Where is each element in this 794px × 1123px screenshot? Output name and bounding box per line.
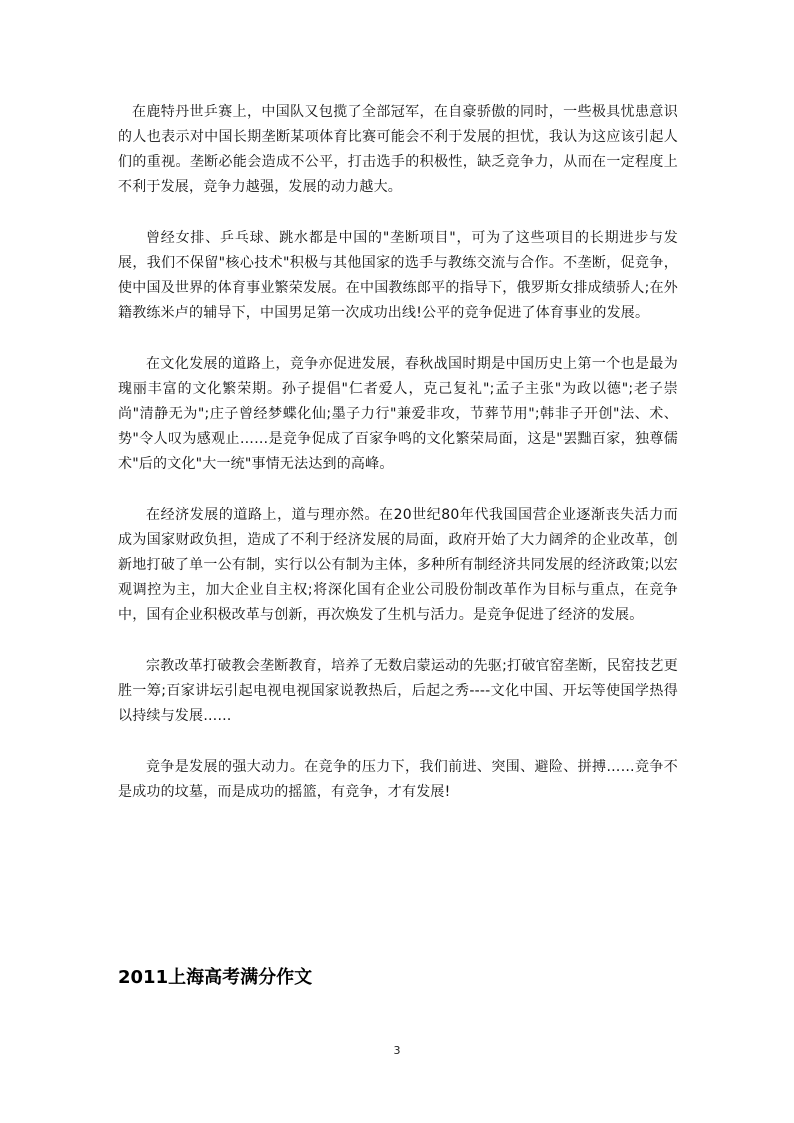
paragraph-conclusion: 竞争是发展的强大动力。在竞争的压力下，我们前进、突围、避险、拼搏……竞争不是成功的坟墓，而是成功的摇篮，有竞争，才有发展! — [118, 759, 678, 800]
paragraph-table-tennis: 在鹿特丹世乒赛上，中国队又包揽了全部冠军，在自豪骄傲的同时，一些极具忧患意识的人也表示对中国长期垄断某项体育比赛可能会不利于发展的担忧，我认为这应该引起人们的重视。垄断必能会造成不公平，打击选手的积极性，缺乏竞争力，从而在一定程度上不利于发展，竞争力越强，发展的动力越大。 — [118, 104, 678, 195]
paragraph-culture: 在文化发展的道路上，竞争亦促进发展，春秋战国时期是中国历史上第一个也是最为瑰丽丰富的文化繁荣期。孙子提倡"仁者爱人，克己复礼";孟子主张"为政以德";老子崇尚"清静无为";庄子曾经梦蝶化仙;墨子力行"兼爱非攻，节葬节用";韩非子开创"法、术、势"令人叹为感观止……是竞争促成了百家争鸣的文化繁荣局面，这是"罢黜百家，独尊儒术"后的文化"大一统"事情无法达到的高峰。 — [118, 356, 678, 472]
page-number: 3 — [393, 1044, 401, 1057]
essay-body — [118, 100, 678, 831]
paragraph-religion: 宗教改革打破教会垄断教育，培养了无数启蒙运动的先驱;打破官窑垄断，民窑技艺更胜一筹;百家讲坛引起电视电视国家说教热后，后起之秀----文化中国、开坛等使国学热得以持续与发展…… — [118, 658, 678, 724]
paragraph-economy: 在经济发展的道路上，道与理亦然。在20世纪80年代我国国营企业逐渐丧失活力而成为国家财政负担，造成了不利于经济发展的局面，政府开始了大力阔斧的企业改革，创新地打破了单一公有制，实行以公有制为主体，多种所有制经济共同发展的经济政策;以宏观调控为主，加大企业自主权;将深化国有企业公司股份制改革作为目标与重点，在竞争中，国有企业积极改革与创新，再次焕发了生机与活力。是竞争促进了经济的发展。 — [118, 507, 678, 623]
section-heading: 2011上海高考满分作文 — [118, 967, 313, 988]
paragraph-sports: 曾经女排、乒乓球、跳水都是中国的"垄断项目"，可为了这些项目的长期进步与发展，我们不保留"核心技术"积极与其他国家的选手与教练交流与合作。不垄断，促竞争，使中国及世界的体育事业繁荣发展。在中国教练郎平的指导下，俄罗斯女排成绩骄人;在外籍教练米卢的辅导下，中国男足第一次成功出线!公平的竞争促进了体育事业的发展。 — [118, 230, 678, 321]
